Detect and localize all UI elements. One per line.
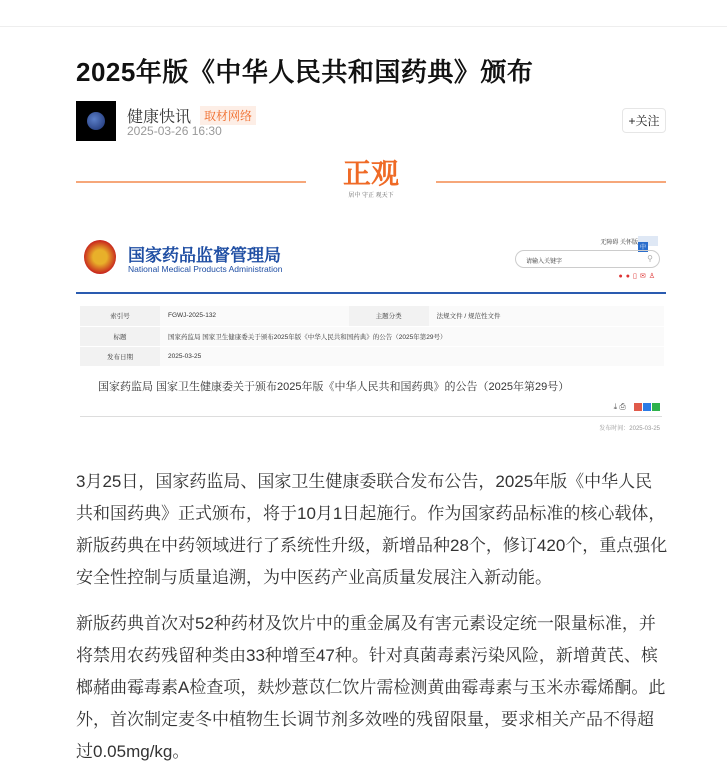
meta-key: 标题: [80, 326, 160, 346]
follow-button[interactable]: +关注: [622, 108, 666, 133]
embedded-search: [515, 250, 660, 268]
search-placeholder: 请输入关键字: [526, 259, 563, 265]
paragraph: 3月25日，国家药监局、国家卫生健康委联合发布公告，2025年版《中华人民共和国药典》正式颁布，将于10月1日起施行。作为国家药品标准的核心载体，新版药典在中药领域进行了系统性升级，新增品种28个，修订420个，重点强化安全性控制与质量追溯，为中医药产业高质量发展注入新动能。: [76, 472, 668, 587]
logo-slogan: 居中 守正 观天下: [348, 193, 394, 199]
download-icon: ⤓: [613, 402, 618, 411]
national-emblem-icon: [84, 240, 116, 274]
author-name[interactable]: 健康快讯: [127, 109, 192, 126]
embedded-screenshot: [76, 228, 666, 438]
meta-key: 主题分类: [349, 306, 429, 326]
logo-text: 正观: [342, 158, 399, 189]
meta-value: 2025-03-25: [160, 346, 664, 366]
agency-name-en: National Medical Products Administration: [128, 264, 283, 274]
meta-key: 发布日期: [80, 346, 160, 366]
banner-divider-left: [76, 181, 306, 183]
meta-value: 法规文件 / 规范性文件: [429, 306, 664, 326]
zhengguan-logo: [338, 158, 404, 199]
print-icon: ⎙: [619, 402, 626, 411]
star-icon: [643, 403, 651, 411]
article-body: [76, 466, 668, 782]
meta-key: 索引号: [80, 306, 160, 326]
source-badge: 取材网络: [200, 106, 256, 125]
publish-time: 发布时间：2025-03-25: [599, 426, 660, 432]
table-row: [80, 306, 664, 326]
header-rule: [76, 292, 666, 294]
table-row: [80, 326, 664, 346]
top-divider: [0, 26, 727, 27]
paragraph: 新版药典首次对52种药材及饮片中的重金属及有害元素设定统一限量标准，并将禁用农药残留种类由33种增至47种。针对真菌毒素污染风险，新增黄芪、槟榔赭曲霉毒素A检查项，麸炒薏苡仁饮片需检测黄曲霉毒素与玉米赤霉烯酮。此外，首次制定麦冬中植物生长调节剂多效唑的残留限量，要求相关产品不得超过0.05mg/kg。: [76, 614, 666, 761]
meta-value: FGWJ-2025-132: [160, 306, 349, 326]
wechat-icon: [652, 403, 660, 411]
social-icons: ●●▯✉♙: [618, 273, 658, 280]
table-row: [80, 346, 664, 366]
document-title: 国家药监局 国家卫生健康委关于颁布2025年版《中华人民共和国药典》的公告（2025年第29号）: [98, 381, 570, 393]
banner-divider-right: [436, 181, 666, 183]
globe-icon: [87, 112, 105, 130]
meta-table: [80, 306, 664, 367]
lang-label: 中: [638, 242, 648, 252]
share-tools: [614, 402, 660, 412]
article-title: 2025年版《中华人民共和国药典》颁布: [76, 57, 534, 87]
meta-value: 国家药监局 国家卫生健康委关于颁布2025年版《中华人民共和国药典》的公告（2025年第29号）: [160, 326, 664, 346]
publish-date: 2025-03-26 16:30: [127, 124, 222, 138]
agency-name-cn: 国家药品监督管理局: [128, 246, 281, 265]
search-icon: ⚲: [647, 254, 653, 263]
language-switch: [638, 236, 658, 251]
author-avatar[interactable]: [76, 101, 116, 141]
top-links: 无障碍 关怀版: [600, 240, 638, 246]
divider: [80, 416, 662, 417]
weibo-icon: [634, 403, 642, 411]
